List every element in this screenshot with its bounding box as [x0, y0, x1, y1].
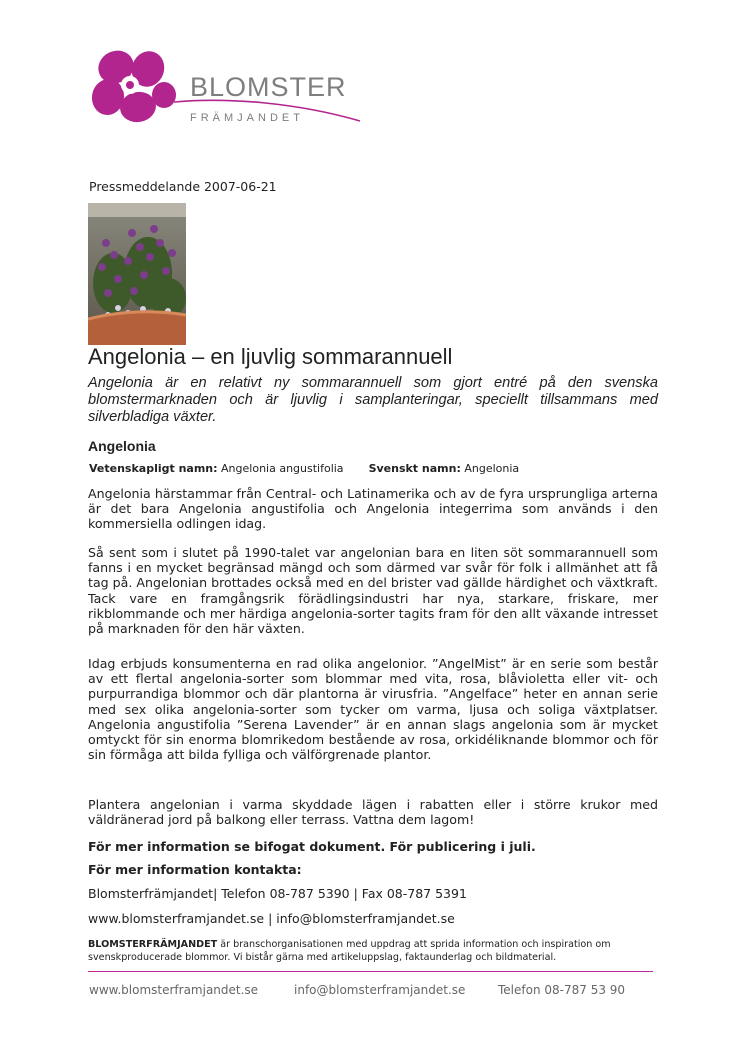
article-lead: Angelonia är en relativt ny sommarannuell som gjort entré på den svenska blomstermarknaden och är ljuvlig i samplanteringar, speciellt tillsammans med silverbladiga växter.: [88, 375, 658, 425]
paragraph-history: Så sent som i slutet på 1990-talet var angelonian bara en liten söt sommarannuell som fanns i en mycket begränsad mängd och som därmed var svår för folk i allmänhet att få tag på. Angelonian brottades också med en del brister vad gällde härdighet och växtkraft. Tack vare en framgångsrik förädlingsindustri har nya, starkare, friskare, mer rikblommande och mer härdiga angelonia-sorter tagits fram för den allt växande intresset på marknaden för den här växten.: [88, 545, 658, 637]
angelonia-photo: [88, 203, 186, 345]
paragraph-varieties: Idag erbjuds konsumenterna en rad olika angelonior. ”AngelMist” är en serie som består av ett flertal angelonia-sorter som blommar med vita, rosa, blåvioletta eller vit- och purpurrandiga blommor och där plantorna är virusfria. ”Angelface” heter en annan serie med sex olika angelonia-sorter som tycker om varma, ljusa och soliga växtplatser. Angelonia angustifolia ”Serena Lavender” är en annan slags angelonia som är mycket omtyckt för sin enorma blomrikedom bestående av rosa, orkidéliknande blommor och för sin förmåga att bilda fylliga och välförgrenade plantor.: [88, 656, 658, 763]
about-org-name: BLOMSTERFRÄMJANDET: [88, 939, 218, 950]
info-contact-heading: För mer information kontakta:: [88, 862, 302, 877]
logo-sub-text: FRÄMJANDET: [190, 112, 304, 124]
info-attachment-note: För mer information se bifogat dokument. För publicering i juli.: [88, 839, 536, 854]
section-heading: Angelonia: [88, 438, 156, 454]
footer-phone: Telefon 08-787 53 90: [498, 983, 626, 997]
plant-names: [89, 462, 519, 475]
press-release-date: Pressmeddelande 2007-06-21: [89, 179, 277, 194]
flower-icon: [89, 45, 176, 125]
swedish-name-label: Svenskt namn:: [368, 462, 461, 475]
scientific-name-value: Angelonia angustifolia: [221, 462, 344, 475]
footer-website-link[interactable]: www.blomsterframjandet.se: [89, 983, 259, 997]
logo-brand-text: BLOMSTER: [190, 72, 347, 102]
contact-web-email: www.blomsterframjandet.se | info@blomsterframjandet.se: [88, 911, 455, 926]
about-org-text: är branschorganisationen med uppdrag att sprida information och inspiration om svenskproducerade blommor. Vi bistår gärna med artikeluppslag, faktaunderlag och bildmaterial.: [88, 939, 611, 963]
paragraph-planting: Plantera angelonian i varma skyddade lägen i rabatten eller i större krukor med väldränerad jord på balkong eller terrass. Vattna dem lagom!: [88, 797, 658, 828]
contact-phone-fax: Blomsterfrämjandet| Telefon 08-787 5390 | Fax 08-787 5391: [88, 886, 467, 901]
scientific-name-label: Vetenskapligt namn:: [89, 462, 218, 475]
about-organisation: [88, 938, 658, 964]
article-title: Angelonia – en ljuvlig sommarannuell: [88, 344, 453, 369]
footer-email-link[interactable]: info@blomsterframjandet.se: [294, 983, 466, 997]
paragraph-origin: Angelonia härstammar från Central- och Latinamerika och av de fyra ursprungliga arterna är det bara Angelonia angustifolia och Angelonia integerrima som används i den kommersiella odlingen idag.: [88, 486, 658, 532]
swedish-name-value: Angelonia: [464, 462, 520, 475]
footer-divider: [88, 971, 653, 972]
